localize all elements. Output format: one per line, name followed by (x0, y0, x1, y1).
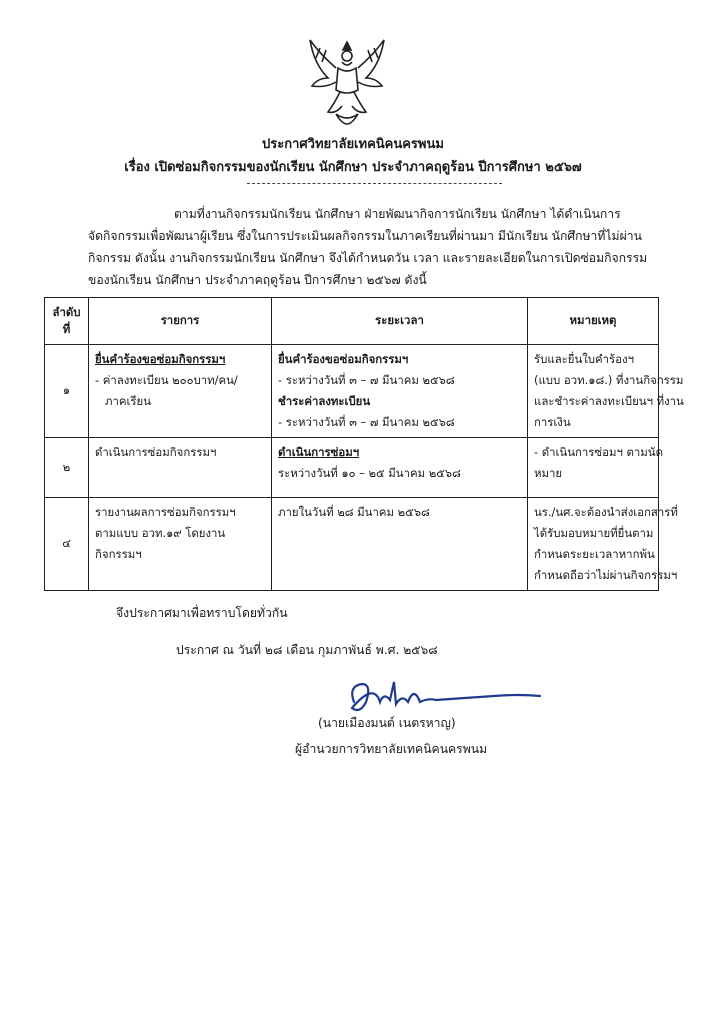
dashed-divider (247, 183, 502, 184)
remark-line: นร./นศ.จะต้องนำส่งเอกสารที่ (534, 505, 678, 519)
table-row (45, 345, 659, 438)
body-line: ตามที่งานกิจกรรมนักเรียน นักศึกษา ฝ่ายพัฒนากิจการนักเรียน นักศึกษา ได้ดำเนินการ (174, 207, 621, 221)
item-line: ตามแบบ อวท.๑๙ โดยงาน (95, 526, 226, 540)
header-item: รายการ (89, 298, 272, 345)
announcement-title: ประกาศวิทยาลัยเทคนิคนครพนม (262, 137, 444, 152)
remark-line: ได้รับมอบหมายที่ยื่นตาม (534, 526, 654, 540)
row-period (272, 345, 528, 438)
remark-line: และชำระค่าลงทะเบียนฯ ที่งาน (534, 394, 684, 408)
body-line: ของนักเรียน นักศึกษา ประจำภาคฤดูร้อน ปีการศึกษา ๒๕๖๗ ดังนี้ (88, 273, 427, 287)
period-line: ยื่นคำร้องขอซ่อมกิจกรรมฯ (278, 352, 409, 366)
schedule-table (44, 297, 684, 591)
remark-line: กำหนดถือว่าไม่ผ่านกิจกรรมฯ (534, 568, 678, 582)
row-period (272, 498, 528, 591)
row-item (89, 345, 272, 438)
row-remark (528, 345, 684, 438)
header-no-line1: ลำดับ (52, 305, 81, 319)
item-line: กิจกรรมฯ (95, 547, 142, 561)
row-item (89, 438, 272, 498)
remark-line: หมาย (534, 466, 563, 480)
row-item (89, 498, 272, 591)
header-no (45, 298, 89, 345)
item-line: ภาคเรียน (105, 394, 151, 408)
table-row (45, 498, 659, 591)
remark-line: (แบบ อวท.๑๘.) ที่งานกิจกรรม (534, 373, 684, 387)
row-number: ๔ (45, 498, 89, 591)
item-line: ดำเนินการซ่อมกิจกรรมฯ (95, 445, 217, 459)
row-period (272, 438, 528, 498)
closing-statement: จึงประกาศมาเพื่อทราบโดยทั่วกัน (116, 606, 288, 620)
announcement-date: ประกาศ ณ วันที่ ๒๘ เดือน กุมภาพันธ์ พ.ศ. ๒๕๖๘ (176, 643, 438, 657)
item-line: - ค่าลงทะเบียน ๒๐๐บาท/คน/ (95, 373, 238, 387)
remark-line: การเงิน (534, 415, 571, 429)
remark-line: รับและยื่นใบคำร้องฯ (534, 352, 634, 366)
row-number: ๒ (45, 438, 89, 498)
period-line: ภายในวันที่ ๒๘ มีนาคม ๒๕๖๘ (278, 505, 430, 519)
header-no-line2: ที่ (62, 322, 71, 336)
body-line: จัดกิจกรรมเพื่อพัฒนาผู้เรียน ซึ่งในการประเมินผลกิจกรรมในภาคเรียนที่ผ่านมา มีนักเรียน นักศึกษาที่ไม่ผ่าน (88, 229, 642, 243)
header-remark: หมายเหตุ (528, 298, 659, 345)
garuda-emblem-icon (306, 34, 388, 126)
period-line: ชำระค่าลงทะเบียน (278, 394, 371, 408)
signer-name: (นายเมืองมนต์ เนตรหาญ) (318, 716, 456, 730)
row-remark (528, 498, 678, 591)
remark-line: - ดำเนินการซ่อมฯ ตามนัด (534, 445, 663, 459)
row-remark (528, 438, 663, 498)
period-line: ระหว่างวันที่ ๑๐ – ๒๕ มีนาคม ๒๕๖๘ (278, 466, 461, 480)
header-period: ระยะเวลา (272, 298, 528, 345)
signer-position: ผู้อำนวยการวิทยาลัยเทคนิคนครพนม (295, 742, 488, 756)
period-line: - ระหว่างวันที่ ๓ – ๗ มีนาคม ๒๕๖๘ (278, 415, 455, 429)
table-row (45, 438, 659, 498)
item-line: รายงานผลการซ่อมกิจกรรมฯ (95, 505, 236, 519)
remark-line: กำหนดระยะเวลาหากพ้น (534, 547, 655, 561)
row-number: ๑ (45, 345, 89, 438)
table-header-row (45, 298, 659, 345)
item-line: ยื่นคำร้องขอซ่อมกิจกรรมฯ (95, 352, 226, 366)
period-line: - ระหว่างวันที่ ๓ – ๗ มีนาคม ๒๕๖๘ (278, 373, 455, 387)
announcement-subject: เรื่อง เปิดซ่อมกิจกรรมของนักเรียน นักศึกษา ประจำภาคฤดูร้อน ปีการศึกษา ๒๕๖๗ (124, 160, 582, 175)
body-line: กิจกรรม ดังนั้น งานกิจกรรมนักเรียน นักศึกษา จึงได้กำหนดวัน เวลา และรายละเอียดในการเปิดซ่อมกิจกรรม (88, 251, 648, 265)
body-paragraph (88, 203, 654, 291)
period-line: ดำเนินการซ่อมฯ (278, 445, 360, 459)
